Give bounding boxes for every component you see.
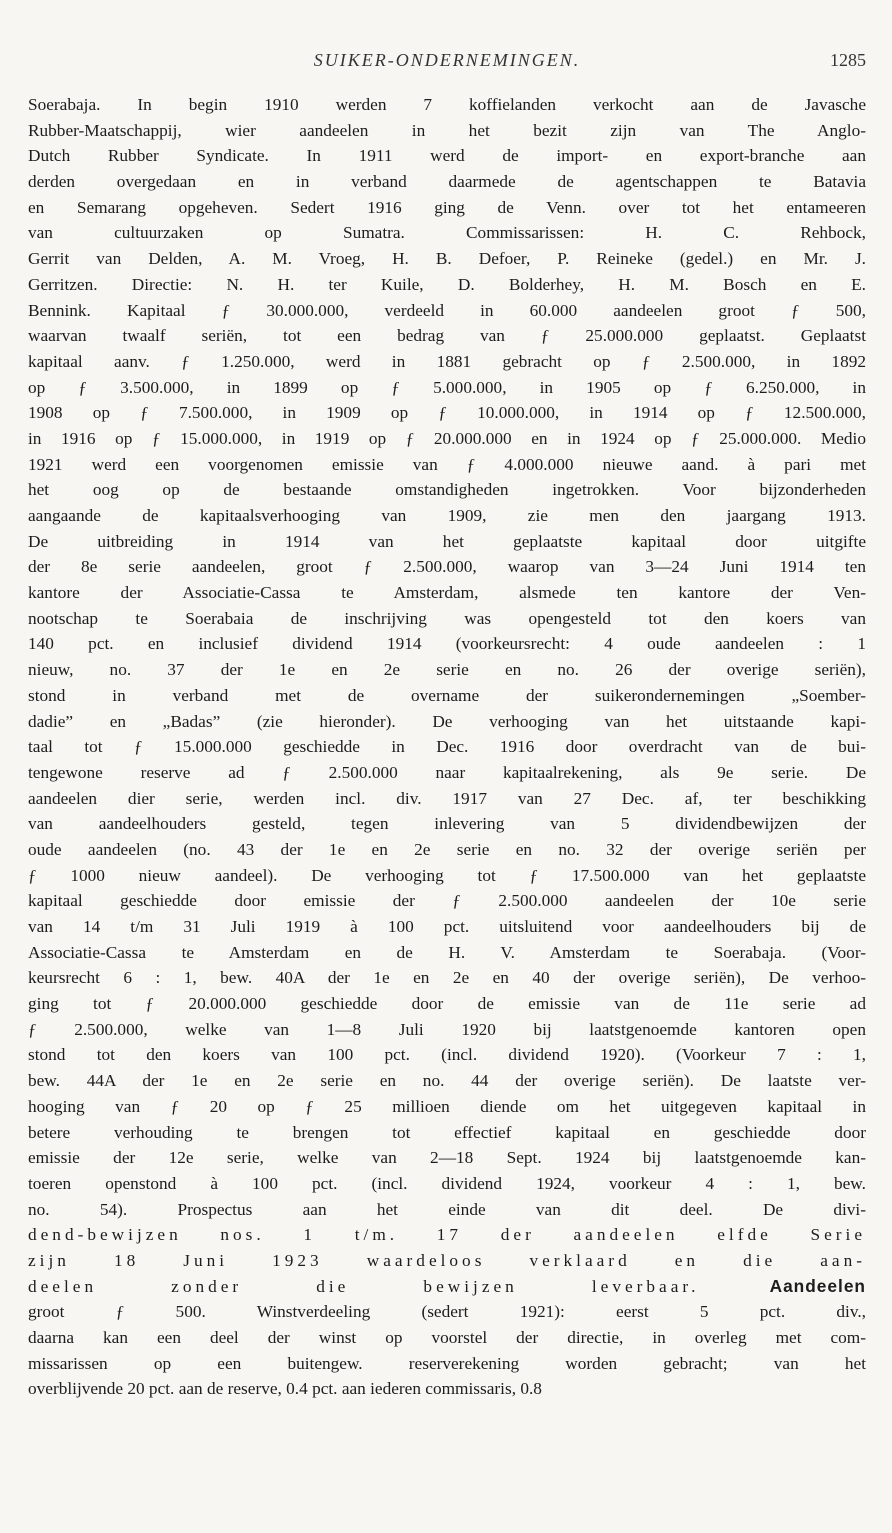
text-line: derden overgedaan en in verband daarmede de agentschappen te Batavia <box>28 172 866 192</box>
text-line: daarna kan een deel der winst op voorstel der directie, in overleg met com- <box>28 1328 866 1347</box>
running-title: SUIKER-ONDERNEMINGEN. <box>313 50 581 70</box>
text-line: ƒ 2.500.000, welke van 1—8 Juli 1920 bij laatstgenoemde kantoren open <box>28 1019 866 1039</box>
text-line: Gerrit van Delden, A. M. Vroeg, H. B. Defoer, P. Reineke (gedel.) en Mr. J. <box>28 249 866 269</box>
text-line: der 8e serie aandeelen, groot ƒ 2.500.000, waarop van 3—24 Juni 1914 ten <box>28 557 866 577</box>
text-line: dend-bewijzen nos. 1 t/m. 17 der aandeelen elfde Serie <box>28 1225 866 1245</box>
text-line: De uitbreiding in 1914 van het geplaatste kapitaal door uitgifte <box>28 531 866 551</box>
text-line: emissie der 12e serie, welke van 2—18 Sept. 1924 bij laatstgenoemde kan- <box>28 1148 866 1168</box>
text-line: Bennink. Kapitaal ƒ 30.000.000, verdeeld in 60.000 aandeelen groot ƒ 500, <box>28 300 866 320</box>
text-line: overblijvende 20 pct. aan de reserve, 0.4 pct. aan iederen commissaris, 0.8 <box>28 1379 542 1399</box>
inline-heading: Aandeelen <box>769 1275 866 1296</box>
text-line: aandeelen dier serie, werden incl. div. 1917 van 27 Dec. af, ter beschikking <box>28 788 866 808</box>
text-line: kapitaal geschiedde door emissie der ƒ 2.500.000 aandeelen der 10e serie <box>28 891 866 911</box>
text-line: van aandeelhouders gesteld, tegen inlevering van 5 dividendbewijzen der <box>28 814 866 834</box>
text-line: ging tot ƒ 20.000.000 geschiedde door de emissie van de 11e serie ad <box>28 994 866 1014</box>
text-line: Soerabaja. In begin 1910 werden 7 koffielanden verkocht aan de Javasche <box>28 95 866 114</box>
text-line: en Semarang opgeheven. Sedert 1916 ging de Venn. over tot het entameeren <box>28 197 866 217</box>
text-line: Rubber-Maatschappij, wier aandeelen in het bezit zijn van The Anglo- <box>28 120 866 140</box>
text-line: oude aandeelen (no. 43 der 1e en 2e serie en no. 32 der overige seriën per <box>28 839 866 859</box>
text-line: betere verhouding te brengen tot effectief kapitaal en geschiedde door <box>28 1122 866 1142</box>
text-line: groot ƒ 500. Winstverdeeling (sedert 1921): eerst 5 pct. div., <box>28 1302 866 1322</box>
text-line: bew. 44A der 1e en 2e serie en no. 44 der overige seriën). De laatste ver- <box>28 1071 866 1091</box>
text-line: no. 54). Prospectus aan het einde van dit deel. De divi- <box>28 1199 866 1219</box>
text-line: 1921 werd een voorgenomen emissie van ƒ 4.000.000 nieuwe aand. à pari met <box>28 454 866 474</box>
text-line: zijn 18 Juni 1923 waardeloos verklaard en die aan- <box>28 1250 866 1270</box>
text-line: dadie” en „Badas” (zie hieronder). De verhooging van het uitstaande kapi- <box>28 711 866 731</box>
text-line: keursrecht 6 : 1, bew. 40A der 1e en 2e en 40 der overige seriën), De verhoo- <box>28 968 866 988</box>
text-line: Gerritzen. Directie: N. H. ter Kuile, D. Bolderhey, H. M. Bosch en E. <box>28 274 866 294</box>
text-line-content: deelen zonder die bewijzen leverbaar. <box>28 1276 700 1296</box>
text-line: aangaande de kapitaalsverhooging van 1909, zie men den jaargang 1913. <box>28 506 866 525</box>
text-line: van 14 t/m 31 Juli 1919 à 100 pct. uitsluitend voor aandeelhouders bij de <box>28 917 866 936</box>
text-line: tengewone reserve ad ƒ 2.500.000 naar kapitaalrekening, als 9e serie. De <box>28 762 866 782</box>
text-line: stond tot den koers van 100 pct. (incl. dividend 1920). (Voorkeur 7 : 1, <box>28 1045 866 1065</box>
text-line: van cultuurzaken op Sumatra. Commissarissen: H. C. Rehbock, <box>28 223 866 243</box>
page-number: 1285 <box>830 50 866 70</box>
text-line-with-heading <box>28 1274 866 1300</box>
text-line: toeren openstond à 100 pct. (incl. dividend 1924, voorkeur 4 : 1, bew. <box>28 1173 866 1193</box>
text-line: op ƒ 3.500.000, in 1899 op ƒ 5.000.000, in 1905 op ƒ 6.250.000, in <box>28 377 866 397</box>
text-line: nootschap te Soerabaia de inschrijving was opengesteld tot den koers van <box>28 608 866 628</box>
text-line: Associatie-Cassa te Amsterdam en de H. V. Amsterdam te Soerabaja. (Voor- <box>28 942 866 962</box>
text-line: stond in verband met de overname der suikerondernemingen „Soember- <box>28 685 866 705</box>
text-line: kantore der Associatie-Cassa te Amsterdam, alsmede ten kantore der Ven- <box>28 583 866 603</box>
text-line: Dutch Rubber Syndicate. In 1911 werd de import- en export-branche aan <box>28 146 866 166</box>
text-line: 140 pct. en inclusief dividend 1914 (voorkeursrecht: 4 oude aandeelen : 1 <box>28 634 866 654</box>
text-line: ƒ 1000 nieuw aandeel). De verhooging tot ƒ 17.500.000 van het geplaatste <box>28 865 866 885</box>
document-page <box>28 50 866 1520</box>
body-text <box>28 92 866 1402</box>
text-line: missarissen op een buitengew. reserverekening worden gebracht; van het <box>28 1353 866 1373</box>
text-line: hooging van ƒ 20 op ƒ 25 millioen diende om het uitgegeven kapitaal in <box>28 1096 866 1116</box>
text-line: in 1916 op ƒ 15.000.000, in 1919 op ƒ 20.000.000 en in 1924 op ƒ 25.000.000. Medio <box>28 428 866 448</box>
text-line: kapitaal aanv. ƒ 1.250.000, werd in 1881 gebracht op ƒ 2.500.000, in 1892 <box>28 351 866 371</box>
text-line: waarvan twaalf seriën, tot een bedrag van ƒ 25.000.000 geplaatst. Geplaatst <box>28 326 866 346</box>
text-line: het oog op de bestaande omstandigheden ingetrokken. Voor bijzonderheden <box>28 480 866 500</box>
text-line: 1908 op ƒ 7.500.000, in 1909 op ƒ 10.000.000, in 1914 op ƒ 12.500.000, <box>28 403 866 423</box>
running-header <box>28 50 866 92</box>
text-line: taal tot ƒ 15.000.000 geschiedde in Dec. 1916 door overdracht van de bui- <box>28 737 866 757</box>
text-line: nieuw, no. 37 der 1e en 2e serie en no. 26 der overige seriën), <box>28 660 866 680</box>
